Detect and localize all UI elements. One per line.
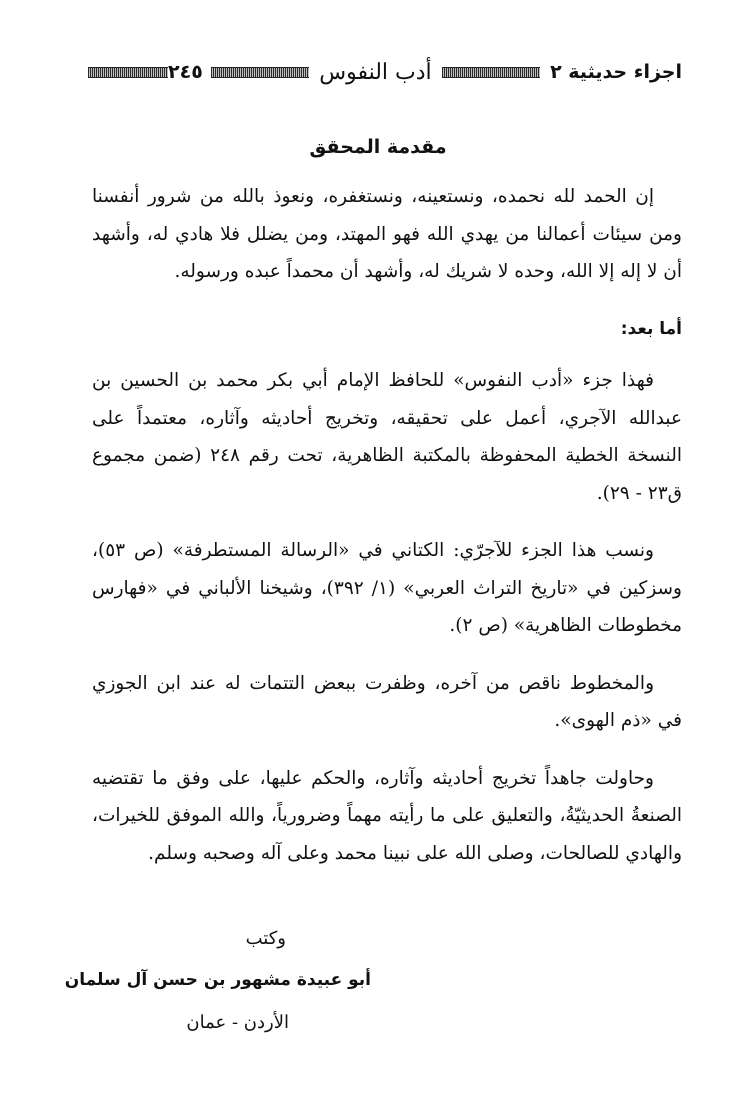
book-title: أدب النفوس: [319, 59, 432, 85]
running-header: [88, 54, 682, 90]
paragraph-method: وحاولت جاهداً تخريج أحاديثه وآثاره، والحكم عليها، على وفق ما تقتضيه الصنعةُ الحديثيّةُ، والتعليق على ما رأيته مهماً وضرورياً، والله الموفق للخيرات، والهادي للصالحات، وصلى الله على نبينا محمد وعلى آله وصحبه وسلم.: [92, 767, 682, 864]
series-title: اجزاء حديثية ٢: [550, 61, 682, 83]
paragraph-opening: إن الحمد لله نحمده، ونستعينه، ونستغفره، ونعوذ بالله من شرور أنفسنا ومن سيئات أعمالنا من يهدي الله فهو المهتد، ومن يضلل فلا هادي له، وأشهد أن لا إله إلا الله، وحده لا شريك له، وأشهد أن محمداً عبده ورسوله.: [92, 186, 682, 282]
paragraph-manuscript: فهذا جزء «أدب النفوس» للحافظ الإمام أبي بكر محمد بن الحسين بن عبدالله الآجري، أعمل على تحقيقه، وتخريج أحاديثه وآثاره، معتمداً على النسخة الخطية المحفوظة بالمكتبة الظاهرية، تحت رقم ٢٤٨ (ضمن مجموع ق٢٣ - ٢٩).: [92, 370, 683, 504]
page-number: ٢٤٥: [168, 61, 203, 83]
section-heading: مقدمة المحقق: [309, 136, 447, 158]
signature-place: الأردن - عمان: [186, 1012, 289, 1033]
signature-name: أبو عبيدة مشهور بن حسن آل سلمان: [64, 970, 371, 990]
signature-wrote: وكتب: [245, 928, 286, 949]
paragraph-incomplete: والمخطوط ناقص من آخره، وظفرت ببعض التتمات له عند ابن الجوزي في «ذم الهوى».: [92, 672, 682, 731]
header-rule-right: [442, 67, 540, 78]
body-text: [92, 178, 682, 892]
header-rule-left: [88, 67, 168, 78]
paragraph-attribution: ونسب هذا الجزء للآجرّي: الكتاني في «الرسالة المستطرفة» (ص ٥٣)، وسزكين في «تاريخ التراث العربي» (١/ ٣٩٢)، وشيخنا الألباني في «فهارس مخطوطات الظاهرية» (ص ٢).: [92, 540, 682, 636]
header-rule-middle: [211, 67, 309, 78]
paragraph-amma-bad: أما بعد:: [620, 318, 682, 339]
